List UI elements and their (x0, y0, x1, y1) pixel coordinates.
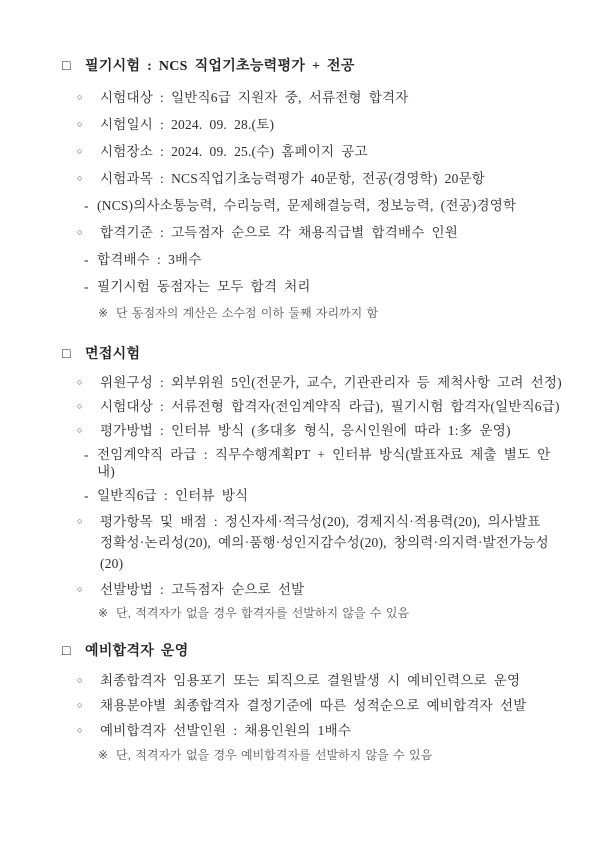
list-item (62, 143, 564, 160)
square-bullet-icon: □ (62, 347, 71, 362)
footnote (62, 605, 564, 621)
reference-mark-icon: ※ (98, 748, 109, 762)
item-text: 합격기준 : 고득점자 순으로 각 채용직급별 합격배수 인원 (100, 225, 459, 240)
item-text: 전임계약직 라급 : 직무수행계획PT + 인터뷰 방식(발표자료 제출 별도 안내) (97, 447, 551, 479)
footnote-text: 단, 적격자가 없을 경우 예비합격자를 선발하지 않을 수 있음 (116, 748, 433, 762)
list-item (62, 697, 564, 714)
list-item (62, 116, 564, 133)
list-item (62, 89, 564, 106)
circle-bullet-icon: ○ (77, 425, 83, 435)
section-heading (62, 58, 564, 76)
item-text: 위원구성 : 외부위원 5인(전문가, 교수, 기관관리자 등 제척사항 고려 선정) (100, 375, 562, 390)
circle-bullet-icon: ○ (77, 119, 83, 129)
item-text: 최종합격자 임용포기 또는 퇴직으로 결원발생 시 예비인력으로 운영 (100, 673, 521, 688)
list-item (62, 374, 564, 391)
item-text: 합격배수 : 3배수 (97, 252, 202, 267)
list-subitem (62, 487, 564, 504)
circle-bullet-icon: ○ (77, 227, 83, 237)
section-heading (62, 643, 564, 661)
footnote-text: 단, 적격자가 없을 경우 합격자를 선발하지 않을 수 있음 (116, 606, 410, 620)
list-item (62, 422, 564, 439)
section-heading (62, 346, 564, 364)
list-item (62, 170, 564, 187)
list-subitem (62, 446, 564, 480)
circle-bullet-icon: ○ (77, 675, 83, 685)
section-reserve-candidates (62, 643, 564, 763)
circle-bullet-icon: ○ (77, 401, 83, 411)
circle-bullet-icon: ○ (77, 700, 83, 710)
item-text: 시험과목 : NCS직업기초능력평가 40문항, 전공(경영학) 20문항 (100, 171, 486, 186)
list-item (62, 672, 564, 689)
reference-mark-icon: ※ (98, 606, 109, 620)
dash-bullet-icon: - (84, 252, 89, 267)
list-item (62, 511, 564, 574)
list-item (62, 722, 564, 739)
footnote (62, 305, 564, 321)
item-text: 채용분야별 최종합격자 결정기준에 따른 성적순으로 예비합격자 선발 (100, 698, 527, 713)
item-text (100, 511, 564, 574)
dash-bullet-icon: - (84, 447, 89, 462)
item-text: 예비합격자 선발인원 : 채용인원의 1배수 (100, 723, 352, 738)
item-text: 필기시험 동점자는 모두 합격 처리 (97, 279, 311, 294)
square-bullet-icon: □ (62, 59, 71, 74)
circle-bullet-icon: ○ (77, 584, 83, 594)
item-text-line2: 정확성·논리성(20), 예의·품행·성인지감수성(20), 창의력·의지력·발전가능성(20) (100, 535, 549, 571)
circle-bullet-icon: ○ (77, 92, 83, 102)
section-title-text: 필기시험 : NCS 직업기초능력평가 + 전공 (85, 59, 355, 74)
dash-bullet-icon: - (84, 279, 89, 294)
circle-bullet-icon: ○ (77, 377, 83, 387)
footnote (62, 747, 564, 763)
section-title-text: 예비합격자 운영 (85, 644, 189, 659)
item-text: 평가방법 : 인터뷰 방식 (多대多 형식, 응시인원에 따라 1:多 운영) (100, 423, 511, 438)
list-item (62, 398, 564, 415)
item-text-line1: 평가항목 및 배점 : 정신자세·적극성(20), 경제지식·적용력(20), 의사발표 (100, 514, 541, 529)
item-text: 시험대상 : 일반직6급 지원자 중, 서류전형 합격자 (100, 90, 409, 105)
dash-bullet-icon: - (84, 198, 89, 213)
list-subitem (62, 251, 564, 268)
reference-mark-icon: ※ (98, 306, 109, 320)
list-item (62, 224, 564, 241)
circle-bullet-icon: ○ (77, 725, 83, 735)
item-text: 선발방법 : 고득점자 순으로 선발 (100, 582, 305, 597)
section-interview (62, 346, 564, 621)
item-text: 시험대상 : 서류전형 합격자(전임계약직 라급), 필기시험 합격자(일반직6급) (100, 399, 560, 414)
section-title-text: 면접시험 (85, 347, 141, 362)
circle-bullet-icon: ○ (77, 516, 83, 526)
item-text: (NCS)의사소통능력, 수리능력, 문제해결능력, 정보능력, (전공)경영학 (97, 198, 517, 213)
list-item (62, 581, 564, 598)
item-text: 시험장소 : 2024. 09. 25.(수) 홈페이지 공고 (100, 144, 368, 159)
item-text: 일반직6급 : 인터뷰 방식 (97, 488, 249, 503)
list-subitem (62, 278, 564, 295)
section-written-exam (62, 58, 564, 321)
circle-bullet-icon: ○ (77, 173, 83, 183)
dash-bullet-icon: - (84, 488, 89, 503)
footnote-text: 단 동점자의 계산은 소수점 이하 둘째 자리까지 함 (116, 306, 379, 320)
square-bullet-icon: □ (62, 644, 71, 659)
item-text: 시험일시 : 2024. 09. 28.(토) (100, 117, 275, 132)
circle-bullet-icon: ○ (77, 146, 83, 156)
list-subitem (62, 197, 564, 214)
